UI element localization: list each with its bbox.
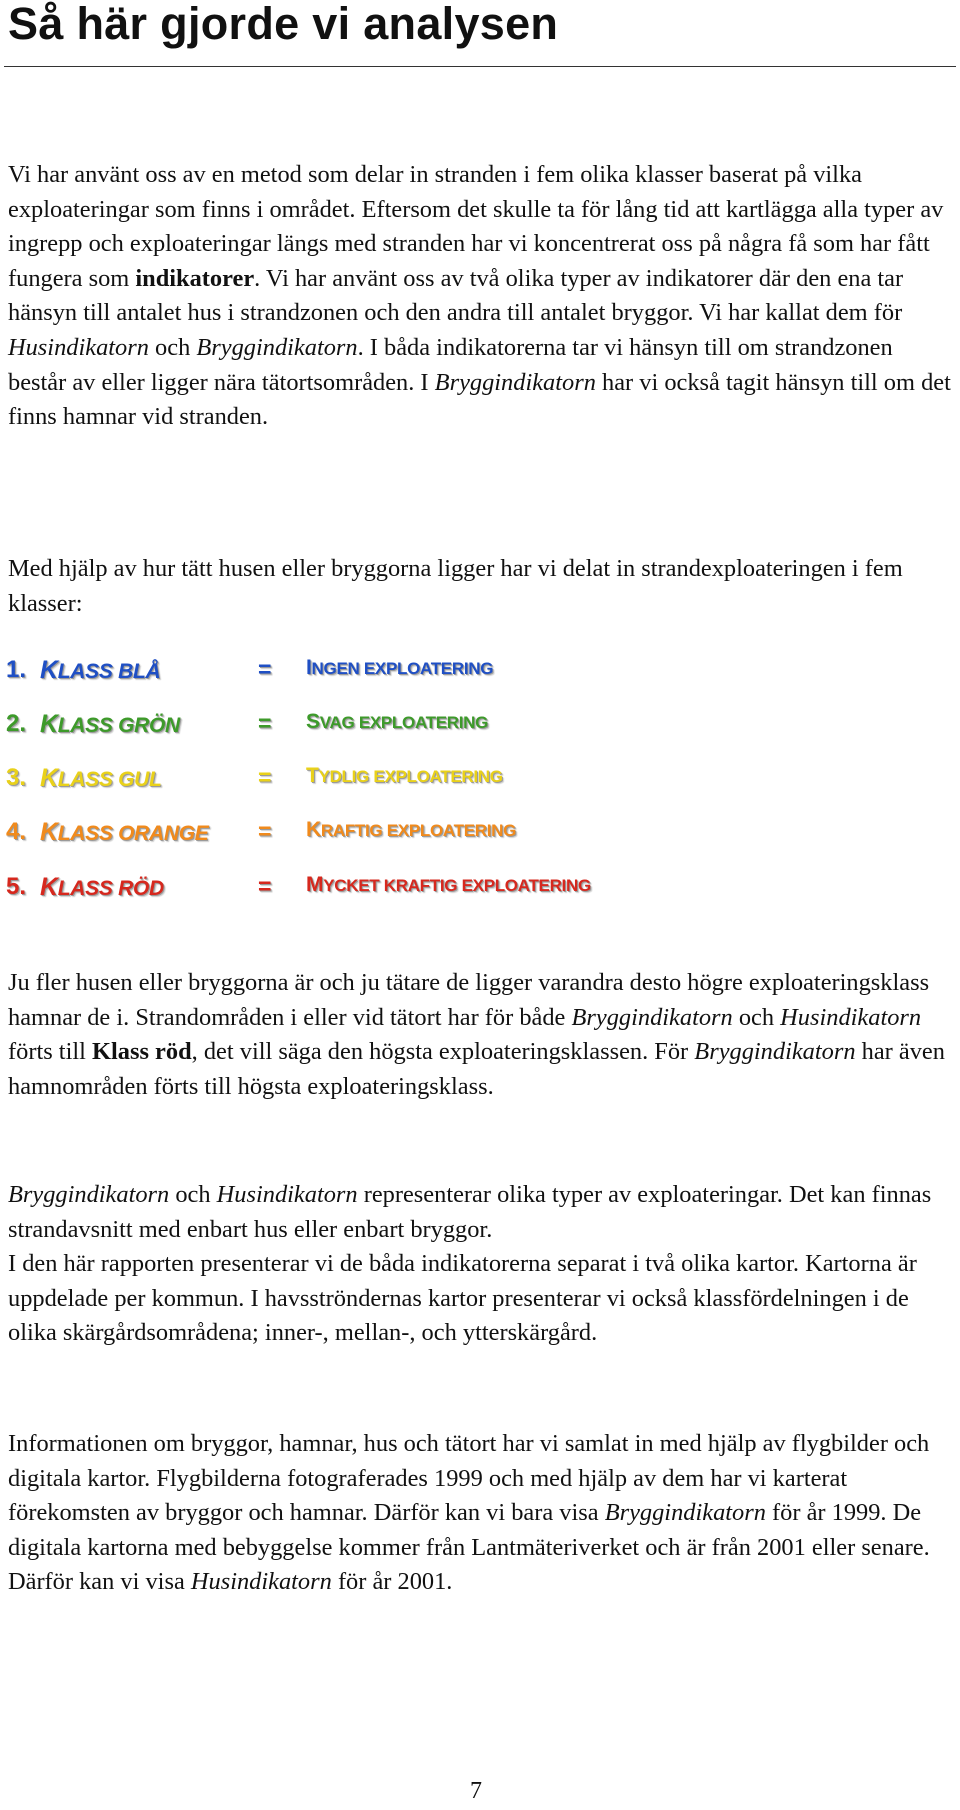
text: , det vill säga den högsta exploateringsklassen. För <box>191 1038 689 1066</box>
text: förts till <box>8 1038 86 1066</box>
paragraph-indicators <box>8 1178 953 1351</box>
class-name-rest: LASS GUL <box>57 768 162 791</box>
class-description <box>306 764 503 788</box>
text-italic: Husindikatorn <box>8 333 149 361</box>
text-bold: indikatorer <box>135 264 255 292</box>
text-bold: Klass röd <box>92 1038 192 1066</box>
text: Ju fler husen eller bryggorna är och ju tätare de ligger varandra desto högre exploateringsklass hamnar de i. Strandområden i eller vid tätort har för både <box>8 969 930 1031</box>
class-name-initial: K <box>40 710 58 738</box>
equals-sign: = <box>258 710 272 736</box>
class-name-initial: K <box>40 873 58 901</box>
class-description-initial: I <box>306 656 312 679</box>
page-title: Så här gjorde vi analysen <box>8 0 559 49</box>
paragraph-method <box>8 158 953 435</box>
text-italic: Husindikatorn <box>190 1568 332 1596</box>
text-italic: Bryggindikatorn <box>604 1499 766 1527</box>
page-number: 7 <box>470 1778 482 1804</box>
text: för år 1999. De digitala kartorna med bebyggelse kommer från Lantmäteriverket och är från 2001 eller senare. Därför kan vi visa <box>8 1499 930 1596</box>
class-name <box>40 656 160 685</box>
class-number: 1. <box>6 656 27 683</box>
class-name-rest: LASS GRÖN <box>57 714 180 737</box>
class-description <box>306 873 591 897</box>
equals-sign: = <box>258 764 272 790</box>
class-name-rest: LASS BLÅ <box>57 660 161 683</box>
text-italic: Husindikatorn <box>780 1003 922 1031</box>
text-italic: Husindikatorn <box>216 1181 358 1208</box>
text: I den här rapporten presenterar vi de båda indikatorerna separat i två olika kartor. Kartorna är uppdelade per kommun. I havsströndernas kartor presenterar vi också klassfördelningen i de olika skärgårdsområdena; inner-, mellan-, och ytterskärgård. <box>8 1250 917 1347</box>
text: har vi också tagit hänsyn till om det finns hamnar vid stranden. <box>8 368 951 431</box>
class-description-initial: K <box>306 818 321 841</box>
class-description-initial: T <box>306 764 319 787</box>
class-name-initial: K <box>40 656 58 684</box>
class-description-rest: YCKET KRAFTIG EXPLOATERING <box>323 876 591 895</box>
text: Vi har använt oss av en metod som delar in stranden i fem olika klasser baserat på vilka exploateringar som finns i området. Eftersom det skulle ta för lång tid att kartlägga alla typer av ingrepp och exploateringar längs med stranden har vi koncentrerat oss på några få som har fått fungera som <box>8 161 944 292</box>
text: för år 2001. <box>337 1568 453 1596</box>
equals-sign: = <box>258 656 272 682</box>
class-description-rest: YDLIG EXPLOATERING <box>318 767 503 786</box>
text-italic: Bryggindikatorn <box>694 1038 856 1066</box>
class-name-initial: K <box>40 818 58 846</box>
class-description <box>306 656 493 680</box>
class-description-rest: VAG EXPLOATERING <box>319 713 489 732</box>
class-description-initial: S <box>306 710 320 733</box>
class-number: 2. <box>6 710 27 737</box>
class-description <box>306 710 488 734</box>
text: Informationen om bryggor, hamnar, hus och tätort har vi samlat in med hjälp av flygbilder och digitala kartor. Flygbilderna fotograferades 1999 och med hjälp av dem har vi karterat förekomsten av bryggor och hamnar. Därför kan vi bara visa <box>8 1430 930 1527</box>
equals-sign: = <box>258 818 272 844</box>
class-name <box>40 710 180 739</box>
text-italic: Bryggindikatorn <box>434 368 596 396</box>
text-italic: Bryggindikatorn <box>571 1003 733 1031</box>
paragraph-classification <box>8 966 953 1104</box>
paragraph-classes-intro <box>8 552 953 621</box>
class-description <box>306 818 516 842</box>
text: . Vi har använt oss av två olika typer av indikatorer där den ena tar hänsyn till antalet hus i strandzonen och den andra till antalet bryggor. Vi har kallat dem för <box>8 264 904 327</box>
text: och <box>155 333 191 361</box>
paragraph-sources <box>8 1427 953 1600</box>
class-description-rest: RAFTIG EXPLOATERING <box>320 821 517 840</box>
class-name <box>40 764 162 793</box>
class-number: 5. <box>6 873 27 900</box>
text: och <box>175 1181 211 1208</box>
class-name <box>40 873 164 902</box>
text-italic: Bryggindikatorn <box>8 1181 170 1208</box>
class-number: 4. <box>6 818 27 845</box>
class-name <box>40 818 208 847</box>
class-description-initial: M <box>306 873 324 896</box>
text: representerar olika typer av exploateringar. Det kan finnas strandavsnitt med enbart hus eller enbart bryggor. <box>8 1181 932 1243</box>
class-name-rest: LASS RÖD <box>57 877 164 900</box>
class-name-rest: LASS ORANGE <box>57 822 209 845</box>
text-italic: Bryggindikatorn <box>196 333 358 361</box>
text: och <box>738 1003 775 1031</box>
text: har även hamnområden förts till högsta exploateringsklass. <box>8 1038 945 1100</box>
equals-sign: = <box>258 873 272 899</box>
text: . I båda indikatorerna tar vi hänsyn till om strandzonen består av eller ligger nära tätortsområden. I <box>8 333 893 396</box>
class-name-initial: K <box>40 764 58 792</box>
text: Med hjälp av hur tätt husen eller bryggorna ligger har vi delat in strandexploateringen i fem klasser: <box>8 555 903 617</box>
class-description-rest: NGEN EXPLOATERING <box>311 659 494 678</box>
title-rule <box>4 66 956 67</box>
class-number: 3. <box>6 764 27 791</box>
